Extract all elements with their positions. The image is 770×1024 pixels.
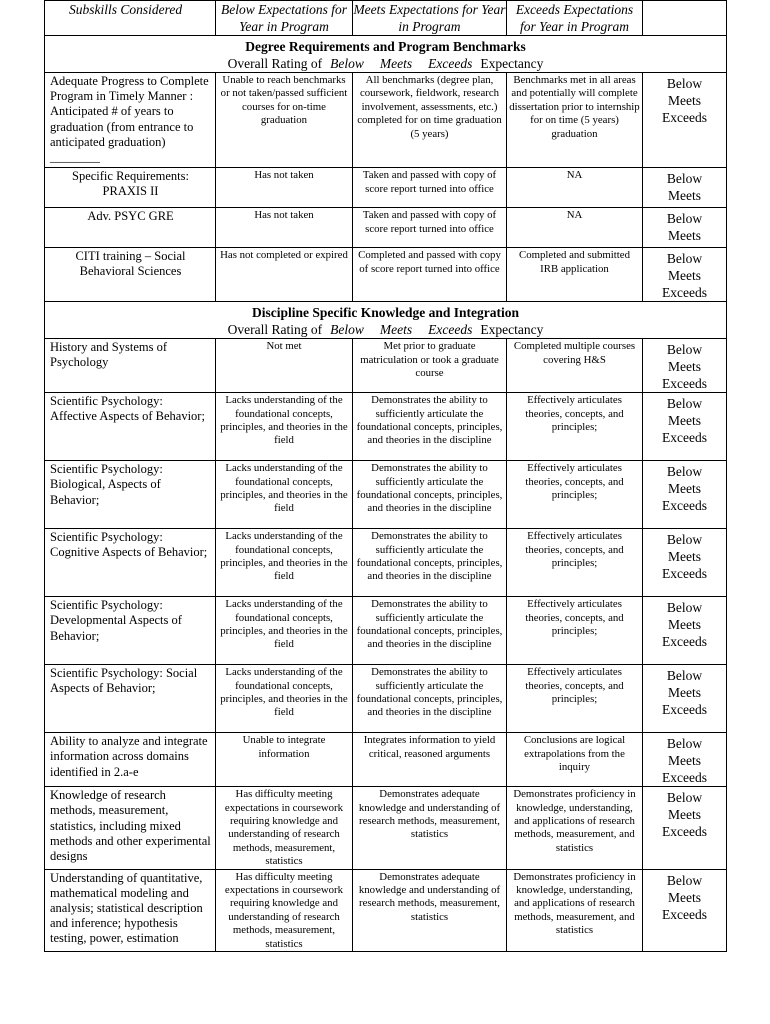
table-row [45,248,727,302]
exceeds-expectations-cell: Demonstrates proficiency in knowledge, understanding, and applications of research methods, measurement, and statistics [507,787,643,869]
rating-choice-exceeds[interactable]: Exceeds [662,906,707,922]
subskill-cell: Knowledge of research methods, measurement, statistics, including mixed methods and other experimental designs [45,787,216,869]
exceeds-expectations-cell: Effectively articulates theories, concepts, and principles; [507,393,643,461]
subskill-cell: Adequate Progress to Complete Program in Timely Manner : Anticipated # of years to graduation (from entrance to anticipated graduation) ________ [45,73,216,168]
rating-choice-below[interactable]: Below [666,251,703,267]
rating-choice-meets[interactable]: Meets [668,807,701,823]
rating-scale-cell [643,339,727,393]
meets-expectations-cell: Integrates information to yield critical, reasoned arguments [353,733,507,787]
meets-expectations-cell: Completed and passed with copy of score report turned into office [353,248,507,302]
rating-scale-cell [643,665,727,733]
rating-option-below[interactable]: Below [330,322,364,338]
exceeds-expectations-cell: NA [507,168,643,208]
rating-option-exceeds[interactable]: Exceeds [428,56,473,71]
rating-scale-cell [643,461,727,529]
rating-choice-below[interactable]: Below [666,872,703,888]
rating-option-meets[interactable]: Meets [379,56,413,71]
overall-rating-line [45,321,726,338]
rating-label: Overall Rating of [227,322,323,338]
rating-choice-below[interactable]: Below [666,342,703,358]
rating-option-exceeds[interactable]: Exceeds [428,322,473,338]
section-header [45,302,727,339]
exceeds-expectations-cell: Demonstrates proficiency in knowledge, understanding, and applications of research methods, measurement, and statistics [507,869,643,951]
header-rating [643,1,727,36]
below-expectations-cell: Lacks understanding of the foundational concepts, principles, and theories in the field [216,665,353,733]
meets-expectations-cell: Taken and passed with copy of score report turned into office [353,208,507,248]
header-below: Below Expectations for Year in Program [216,1,353,36]
below-expectations-cell: Lacks understanding of the foundational concepts, principles, and theories in the field [216,529,353,597]
rating-choice-meets[interactable]: Meets [668,188,701,204]
section-title: Discipline Specific Knowledge and Integration [251,305,519,321]
rating-choice-below[interactable]: Below [666,76,703,91]
table-row [45,393,727,461]
subskill-cell: Adv. PSYC GRE [45,208,216,248]
meets-expectations-cell: Demonstrates adequate knowledge and understanding of research methods, measurement, statistics [353,787,507,869]
below-expectations-cell: Lacks understanding of the foundational concepts, principles, and theories in the field [216,393,353,461]
section-title: Degree Requirements and Program Benchmarks [245,39,526,54]
below-expectations-cell: Has difficulty meeting expectations in coursework requiring knowledge and understanding of research methods, measurement, statistics [216,787,353,869]
meets-expectations-cell: Demonstrates the ability to sufficiently articulate the foundational concepts, principles, and theories in the discipline [353,597,507,665]
rating-scale-cell [643,168,727,208]
below-expectations-cell: Unable to reach benchmarks or not taken/passed sufficient courses for on-time graduation [216,73,353,168]
rating-scale-cell [643,73,727,168]
below-expectations-cell: Has difficulty meeting expectations in coursework requiring knowledge and understanding of research methods, measurement, statistics [216,869,353,951]
below-expectations-cell: Has not completed or expired [216,248,353,302]
below-expectations-cell: Lacks understanding of the foundational concepts, principles, and theories in the field [216,597,353,665]
header-row [45,1,727,36]
table-row [45,529,727,597]
rating-choice-exceeds[interactable]: Exceeds [662,634,707,650]
table-row [45,208,727,248]
table-row [45,665,727,733]
exceeds-expectations-cell: NA [507,208,643,248]
exceeds-expectations-cell: Completed multiple courses covering H&S [507,339,643,393]
rating-choice-below[interactable]: Below [666,171,703,187]
rating-choice-meets[interactable]: Meets [668,359,701,375]
subskill-cell: Ability to analyze and integrate information across domains identified in 2.a-e [45,733,216,787]
meets-expectations-cell: Demonstrates adequate knowledge and understanding of research methods, measurement, statistics [353,869,507,951]
rating-choice-exceeds[interactable]: Exceeds [662,498,707,514]
rating-choice-below[interactable]: Below [666,668,703,684]
rating-choice-meets[interactable]: Meets [668,889,701,905]
evaluation-table [44,0,727,952]
below-expectations-cell: Unable to integrate information [216,733,353,787]
rating-scale-cell [643,208,727,248]
rating-choice-meets[interactable]: Meets [668,481,701,497]
exceeds-expectations-cell: Completed and submitted IRB application [507,248,643,302]
meets-expectations-cell: Demonstrates the ability to sufficiently articulate the foundational concepts, principles, and theories in the discipline [353,393,507,461]
subskill-cell: Scientific Psychology: Cognitive Aspects of Behavior; [45,529,216,597]
rating-choice-meets[interactable]: Meets [668,93,701,108]
rating-choice-exceeds[interactable]: Exceeds [662,376,707,392]
subskill-cell: Scientific Psychology: Developmental Aspects of Behavior; [45,597,216,665]
rating-choice-meets[interactable]: Meets [668,549,701,565]
table-row [45,787,727,869]
rating-choice-below[interactable]: Below [666,396,703,412]
rating-choice-meets[interactable]: Meets [668,268,701,284]
meets-expectations-cell: Demonstrates the ability to sufficiently articulate the foundational concepts, principles, and theories in the discipline [353,529,507,597]
rating-choice-exceeds[interactable]: Exceeds [662,110,707,125]
rating-scale-cell [643,733,727,787]
rating-scale-cell [643,529,727,597]
rating-option-below[interactable]: Below [330,56,364,71]
section-header-row [45,302,727,339]
table-row [45,597,727,665]
rating-choice-exceeds[interactable]: Exceeds [662,430,707,446]
exceeds-expectations-cell: Effectively articulates theories, concepts, and principles; [507,597,643,665]
exceeds-expectations-cell: Effectively articulates theories, concepts, and principles; [507,665,643,733]
rating-choice-meets[interactable]: Meets [668,753,701,769]
rating-choice-below[interactable]: Below [666,532,703,548]
rating-label: Overall Rating of [227,56,323,71]
table-row [45,339,727,393]
rating-choice-below[interactable]: Below [666,211,703,227]
table-row [45,869,727,951]
rating-choice-exceeds[interactable]: Exceeds [662,566,707,582]
rating-suffix: Expectancy [480,56,544,71]
rating-choice-meets[interactable]: Meets [668,228,701,244]
rating-choice-exceeds[interactable]: Exceeds [662,285,707,301]
meets-expectations-cell: Taken and passed with copy of score report turned into office [353,168,507,208]
below-expectations-cell: Lacks understanding of the foundational concepts, principles, and theories in the field [216,461,353,529]
rating-suffix: Expectancy [480,322,544,338]
section-header-row [45,36,727,73]
rating-option-meets[interactable]: Meets [379,322,413,338]
table-row [45,461,727,529]
rating-scale-cell [643,248,727,302]
rating-choice-meets[interactable]: Meets [668,685,701,701]
header-subskills: Subskills Considered [45,1,216,36]
meets-expectations-cell: Met prior to graduate matriculation or took a graduate course [353,339,507,393]
exceeds-expectations-cell: Effectively articulates theories, concepts, and principles; [507,529,643,597]
rating-scale-cell [643,393,727,461]
rating-choice-exceeds[interactable]: Exceeds [662,770,707,786]
meets-expectations-cell: Demonstrates the ability to sufficiently articulate the foundational concepts, principles, and theories in the discipline [353,461,507,529]
subskill-cell: Scientific Psychology: Biological, Aspects of Behavior; [45,461,216,529]
meets-expectations-cell: Demonstrates the ability to sufficiently articulate the foundational concepts, principles, and theories in the discipline [353,665,507,733]
table-row [45,168,727,208]
rating-choice-exceeds[interactable]: Exceeds [662,824,707,840]
meets-expectations-cell: All benchmarks (degree plan, coursework, fieldwork, research involvement, assessments, etc.) completed for on time graduation (5 years) [353,73,507,168]
rating-choice-meets[interactable]: Meets [668,617,701,633]
rating-scale-cell [643,597,727,665]
header-meets: Meets Expectations for Year in Program [353,2,506,34]
exceeds-expectations-cell: Benchmarks met in all areas and potentially will complete dissertation prior to internship for on time (5 years) graduation [507,73,643,168]
table-row [45,73,727,168]
rating-choice-meets[interactable]: Meets [668,413,701,429]
exceeds-expectations-cell: Effectively articulates theories, concepts, and principles; [507,461,643,529]
subskill-cell: Understanding of quantitative, mathematical modeling and analysis; statistical description and inference; hypothesis testing, power, estimation [45,869,216,951]
subskill-cell: History and Systems of Psychology [45,339,216,393]
rating-scale-cell [643,787,727,869]
rating-choice-below[interactable]: Below [666,790,703,806]
header-exceeds: Exceeds Expectations for Year in Program [507,1,643,36]
subskill-cell: Scientific Psychology: Social Aspects of Behavior; [45,665,216,733]
rating-choice-below[interactable]: Below [666,464,703,480]
rating-choice-below[interactable]: Below [666,736,703,752]
below-expectations-cell: Has not taken [216,168,353,208]
rating-scale-cell [643,869,727,951]
subskill-cell: Specific Requirements: PRAXIS II [45,168,216,208]
overall-rating-line [45,55,726,72]
subskill-cell: Scientific Psychology: Affective Aspects of Behavior; [45,393,216,461]
table-row [45,733,727,787]
exceeds-expectations-cell: Conclusions are logical extrapolations from the inquiry [507,733,643,787]
section-header [45,36,727,73]
rating-choice-exceeds[interactable]: Exceeds [662,702,707,718]
below-expectations-cell: Has not taken [216,208,353,248]
rating-choice-below[interactable]: Below [666,600,703,616]
below-expectations-cell: Not met [216,339,353,393]
subskill-cell: CITI training – Social Behavioral Sciences [45,248,216,302]
